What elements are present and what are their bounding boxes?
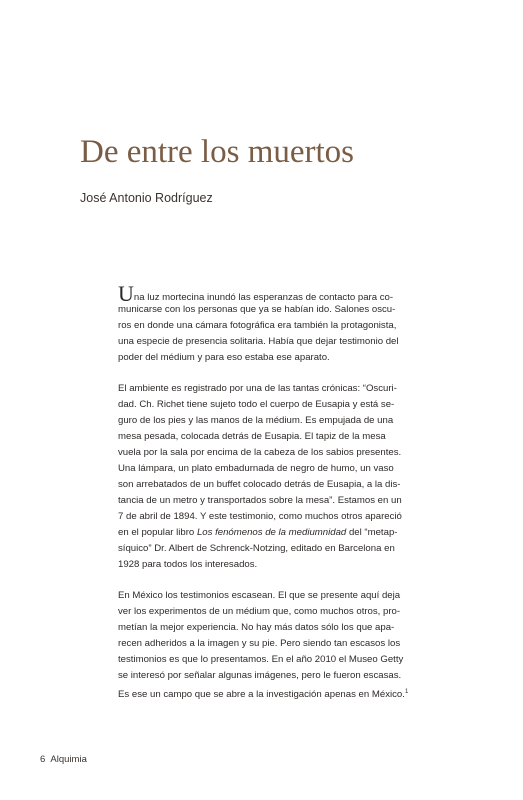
text-segment: Es ese un campo que se abre a la investigación apenas en México. [118, 689, 405, 701]
article-title: De entre los muertos [80, 134, 355, 170]
text-line-rest: na luz mortecina inundó las esperanzas de contacto para co- [133, 292, 394, 303]
footnote-marker: 1 [404, 689, 409, 695]
text-line: Una lámpara, un plato embadurnada de negro de humo, un vaso [118, 463, 394, 474]
paragraph-gap [118, 573, 390, 588]
text-line: vuela por la sala por encima de la cabeza de los sabios presentes. [118, 447, 402, 458]
publication-name: Alquimia [50, 754, 87, 765]
page-footer [40, 753, 87, 767]
paragraph-3 [118, 588, 409, 701]
text-line: son arrebatados de un buffet colocado detrás de Eusapia, a la dis- [118, 479, 401, 490]
text-line: síquico” Dr. Albert de Schrenck-Notzing, editado en Barcelona en [118, 543, 395, 554]
paragraph-2 [118, 381, 402, 573]
text-segment: en el popular libro [118, 527, 197, 538]
text-line: El ambiente es registrado por una de las tantas crónicas: “Oscuri- [118, 383, 397, 394]
text-line: dad. Ch. Richet tiene sujeto todo el cuerpo de Eusapia y está se- [118, 399, 395, 410]
article-author: José Antonio Rodríguez [80, 191, 213, 205]
text-line: ros en donde una cámara fotográfica era también la protagonista, [118, 320, 397, 331]
text-line: testimonios es que lo presentamos. En el año 2010 el Museo Getty [118, 654, 404, 665]
text-line: guro de los pies y las manos de la médium. Es empujada de una [118, 415, 394, 426]
text-line: ver los experimentos de un médium que, como muchos otros, pro- [118, 606, 401, 617]
text-line: metían la mejor experiencia. No hay más datos sólo los que apa- [118, 622, 395, 633]
paragraph-1 [118, 281, 399, 366]
page-number: 6 [40, 754, 46, 765]
text-line: se interesó por señalar algunas imágenes, pero le fueron escasas. [118, 670, 402, 681]
text-line [118, 684, 409, 701]
book-title: Los fenómenos de la mediumnidad [196, 527, 347, 538]
text-line: recen adheridos a la imagen y su pie. Pero siendo tan escasos los [118, 638, 401, 649]
text-line: una especie de presencia solitaria. Había que dejar testimonio del [118, 336, 399, 347]
text-segment: del “metap- [346, 527, 398, 538]
text-line [118, 281, 394, 306]
drop-cap: U [118, 281, 134, 306]
text-line: 1928 para todos los interesados. [118, 559, 258, 570]
text-line: mesa pesada, colocada detrás de Eusapia. El tapiz de la mesa [118, 431, 386, 442]
text-line: municarse con los personas que ya se habían ido. Salones oscu- [118, 304, 396, 315]
text-line: 7 de abril de 1894. Y este testimonio, como muchos otros apareció [118, 511, 402, 522]
text-line: En México los testimonios escasean. El que se presente aquí deja [118, 590, 401, 601]
text-line: tancia de un metro y transportados sobre la mesa”. Estamos en un [118, 495, 402, 506]
paragraph-gap [118, 366, 390, 381]
text-line [118, 525, 398, 541]
article-body [118, 281, 409, 701]
text-line: poder del médium y para eso estaba ese aparato. [118, 352, 330, 363]
